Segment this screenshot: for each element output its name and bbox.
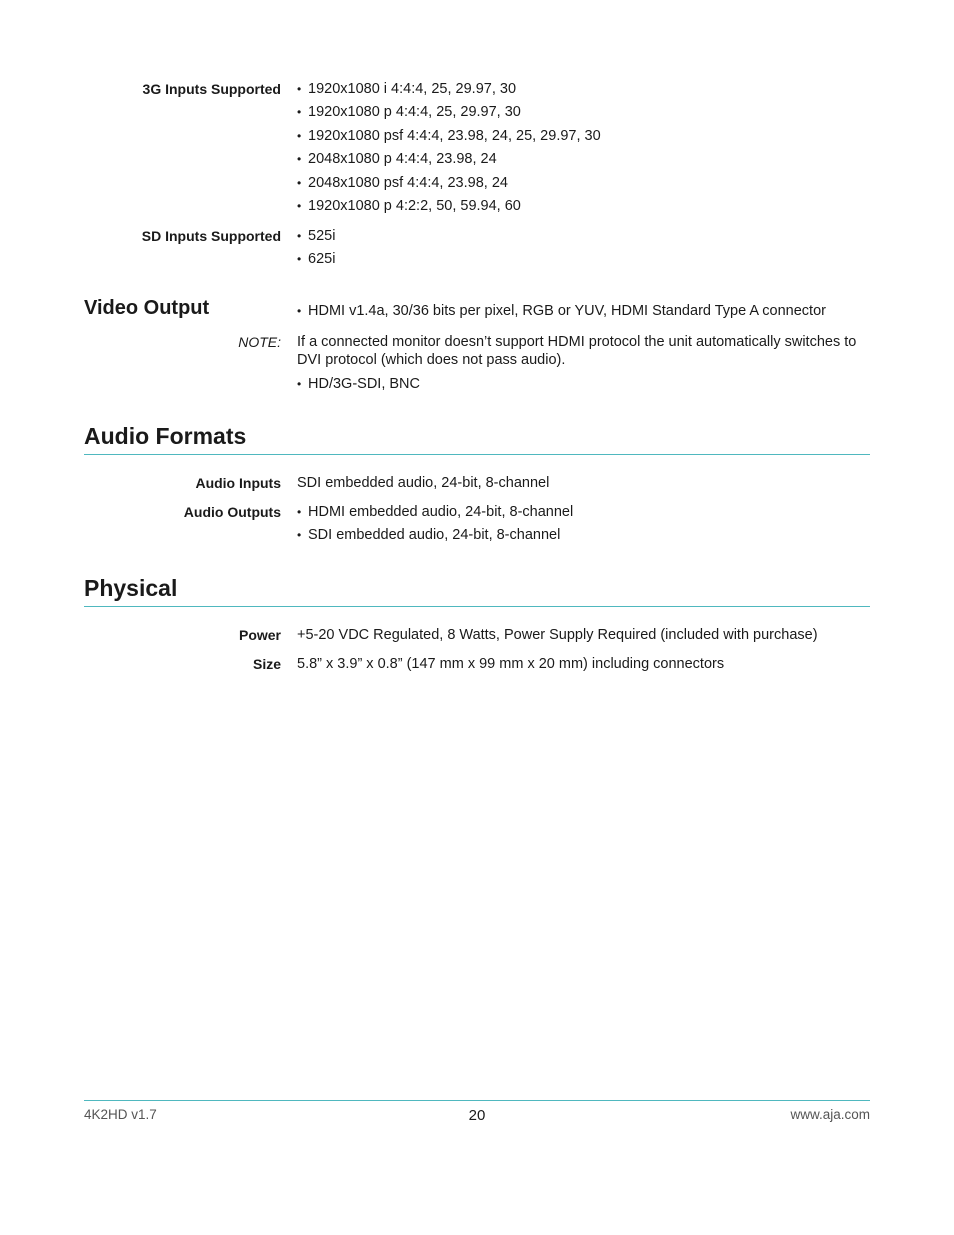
video-output-section bbox=[84, 302, 870, 325]
list-item: • 2048x1080 p 4:4:4, 23.98, 24 bbox=[297, 150, 870, 173]
note-text: If a connected monitor doesn’t support HDMI protocol the unit automatically switches to DVI protocol (which does not pass audio). bbox=[297, 334, 857, 368]
list-item: • HD/3G-SDI, BNC bbox=[297, 375, 870, 398]
g3-inputs-list bbox=[297, 80, 870, 220]
video-output-note bbox=[84, 333, 870, 369]
sd-inputs-section bbox=[84, 227, 870, 274]
video-output-list bbox=[297, 302, 870, 325]
note-label: NOTE: bbox=[238, 334, 281, 350]
footer-divider bbox=[84, 1100, 870, 1101]
footer-page-number: 20 bbox=[468, 1107, 486, 1124]
list-item: • HDMI v1.4a, 30/36 bits per pixel, RGB or YUV, HDMI Standard Type A connector bbox=[297, 302, 870, 325]
audio-formats-heading: Audio Formats bbox=[84, 422, 870, 455]
list-item: • 1920x1080 p 4:4:4, 25, 29.97, 30 bbox=[297, 103, 870, 126]
audio-outputs-label: Audio Outputs bbox=[183, 504, 281, 520]
list-item: • 625i bbox=[297, 250, 870, 273]
list-item: • SDI embedded audio, 24-bit, 8-channel bbox=[297, 526, 870, 549]
audio-outputs-row bbox=[84, 503, 870, 550]
power-label: Power bbox=[238, 627, 281, 643]
power-value: +5-20 VDC Regulated, 8 Watts, Power Supply Required (included with purchase) bbox=[297, 627, 818, 643]
video-output-list-2 bbox=[297, 375, 870, 398]
size-value: 5.8” x 3.9” x 0.8” (147 mm x 99 mm x 20 mm) including connectors bbox=[297, 656, 725, 672]
audio-inputs-label: Audio Inputs bbox=[195, 475, 281, 491]
list-item: • 1920x1080 psf 4:4:4, 23.98, 24, 25, 29.97, 30 bbox=[297, 127, 870, 150]
power-row bbox=[84, 626, 870, 644]
audio-inputs-row bbox=[84, 474, 870, 492]
g3-inputs-section bbox=[84, 80, 870, 220]
list-item: • 525i bbox=[297, 227, 870, 250]
size-label: Size bbox=[252, 656, 281, 672]
video-output-heading: Video Output bbox=[84, 297, 210, 319]
sd-inputs-label: SD Inputs Supported bbox=[141, 228, 281, 244]
g3-inputs-label: 3G Inputs Supported bbox=[142, 81, 281, 97]
list-item: • 1920x1080 p 4:2:2, 50, 59.94, 60 bbox=[297, 197, 870, 220]
sd-inputs-list bbox=[297, 227, 870, 274]
footer-website-link[interactable]: www.aja.com bbox=[790, 1107, 870, 1122]
size-row bbox=[84, 655, 870, 673]
list-item: • 1920x1080 i 4:4:4, 25, 29.97, 30 bbox=[297, 80, 870, 103]
footer-doc-version: 4K2HD v1.7 bbox=[84, 1107, 157, 1122]
physical-heading: Physical bbox=[84, 574, 870, 607]
audio-outputs-list bbox=[297, 503, 870, 550]
audio-inputs-value: SDI embedded audio, 24-bit, 8-channel bbox=[297, 475, 550, 491]
list-item: • 2048x1080 psf 4:4:4, 23.98, 24 bbox=[297, 174, 870, 197]
video-output-sdi bbox=[84, 375, 870, 398]
list-item: • HDMI embedded audio, 24-bit, 8-channel bbox=[297, 503, 870, 526]
